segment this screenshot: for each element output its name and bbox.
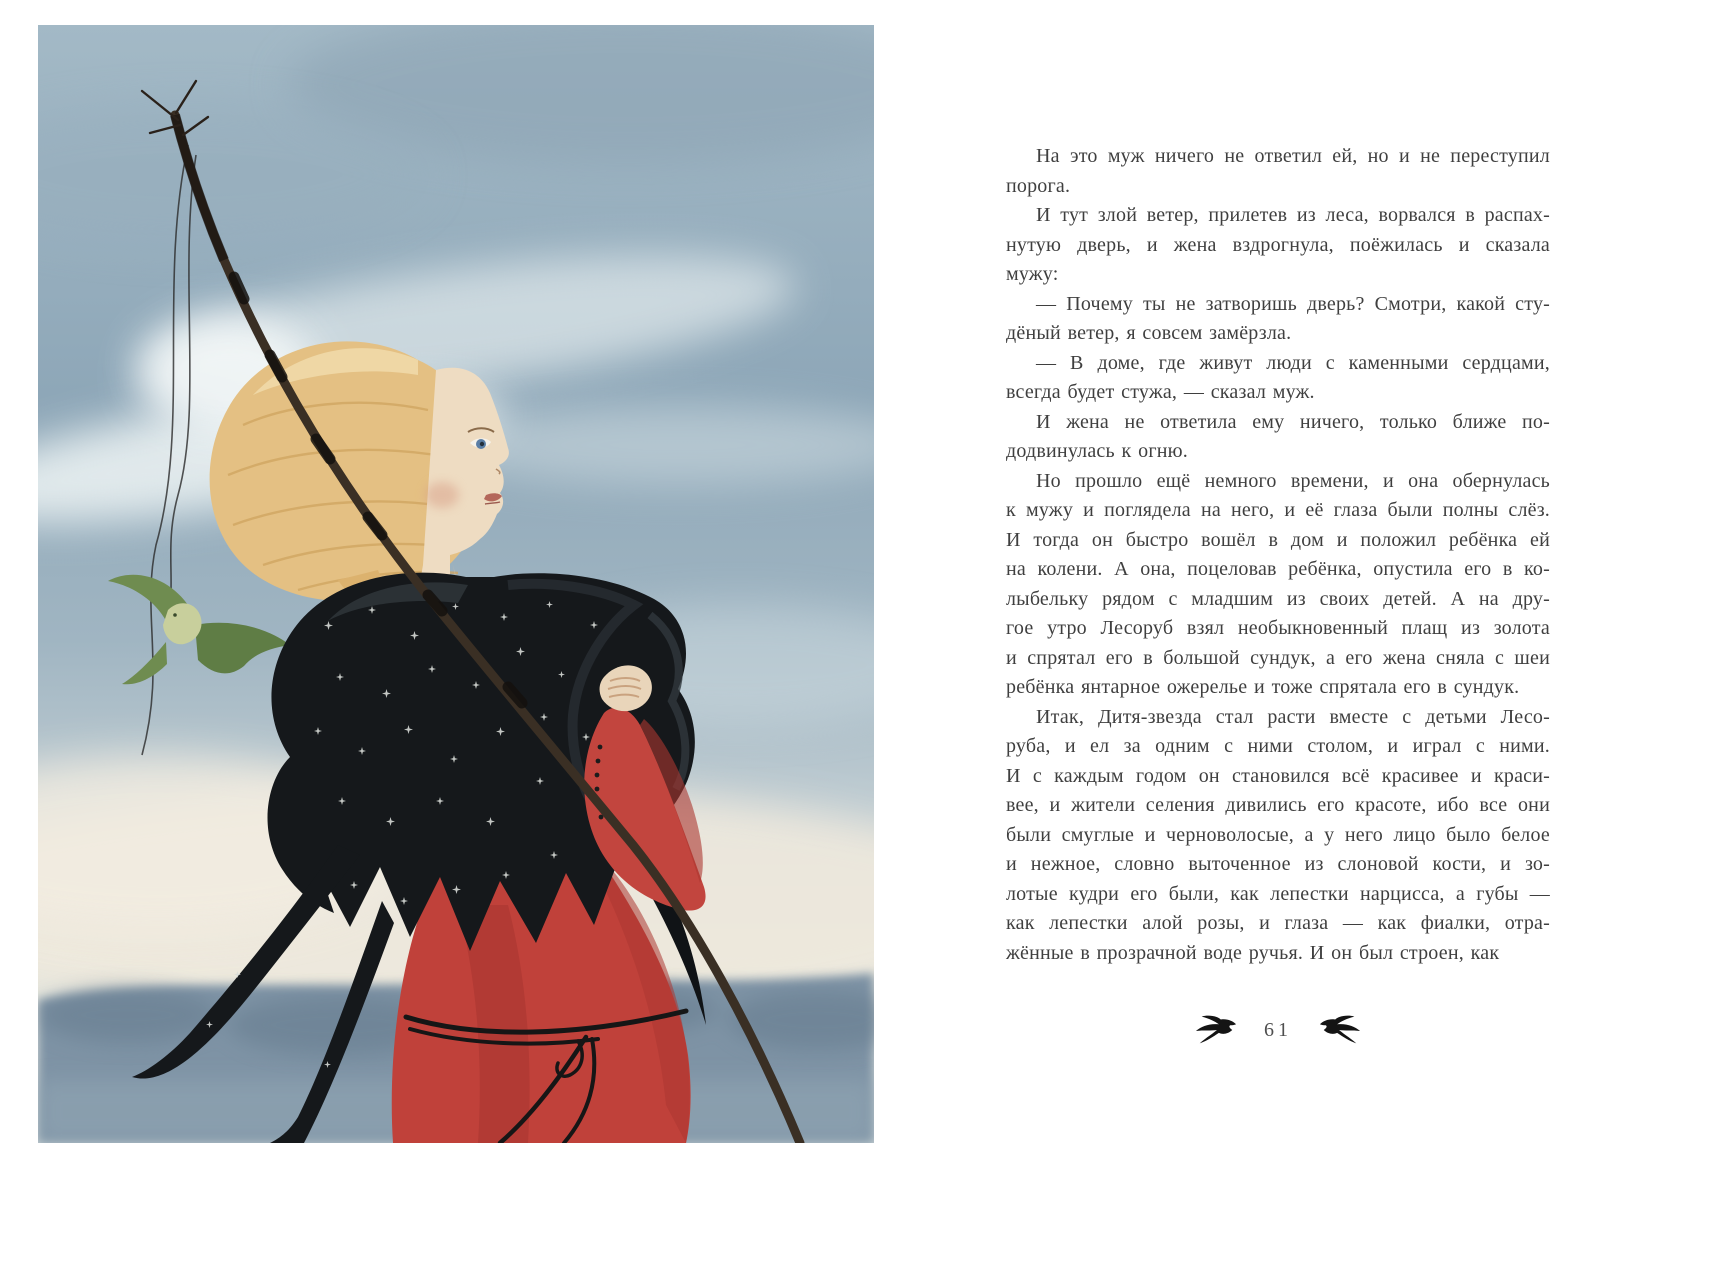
text-line: мужу: (1006, 263, 1059, 285)
swallow-flying-left-icon (1318, 1014, 1362, 1046)
text-line: И с каждым годом он становился всё красивее и краси- (1006, 764, 1550, 787)
text-line: и спрятал его в большой сундук, а его жена сняла с шеи (1006, 646, 1550, 669)
text-line: к мужу и поглядела на него, и её глаза были полны слёз. (1006, 499, 1550, 521)
text-line: — В доме, где живут люди с каменными сердцами, (1036, 351, 1550, 374)
swallow-flying-right-icon (1194, 1014, 1238, 1046)
text-line: И тогда он быстро вошёл в дом и положил ребёнка ей (1006, 528, 1550, 551)
text-line: как лепестки алой розы, и глаза — как фиалки, отра- (1006, 912, 1550, 934)
text-line: лыбельку рядом с младшим из своих детей. А на дру- (1006, 587, 1550, 610)
page-number: 61 (1264, 1019, 1292, 1041)
text-line: ребёнка янтарное ожерелье и тоже спрятала его в сундук. (1006, 676, 1520, 698)
illustration-canvas (38, 25, 874, 1143)
text-line: Но прошло ещё немного времени, и она обернулась (1036, 469, 1550, 492)
text-line: На это муж ничего не ответил ей, но и не переступил (1036, 145, 1550, 167)
text-line: додвинулась к огню. (1006, 440, 1188, 462)
text-line: лотые кудри его были, как лепестки нарцисса, а губы — (1006, 882, 1550, 905)
text-line: Итак, Дитя-звезда стал расти вместе с детьми Лесо- (1036, 705, 1550, 728)
text-line: вее, и жители селения дивились его красоте, ибо все они (1006, 794, 1550, 816)
text-line: были смуглые и черноволосые, а у него лицо было белое (1006, 823, 1550, 846)
text-line: И тут злой ветер, прилетев из леса, ворвался в распах- (1036, 204, 1550, 226)
text-line: порога. (1006, 174, 1071, 197)
text-line: жённые в прозрачной воде ручья. И он был строен, как (1006, 941, 1500, 964)
text-line: нутую дверь, и жена вздрогнула, поёжилась и сказала (1006, 233, 1550, 256)
text-line: дёный ветер, я совсем замёрзла. (1006, 322, 1292, 344)
text-line: на колени. А она, поцеловав ребёнка, опустила его в ко- (1006, 558, 1550, 580)
text-column (1006, 142, 1550, 968)
text-line: и нежное, словно выточенное из слоновой кости, и зо- (1006, 853, 1550, 875)
text-line: гое утро Лесоруб взял необыкновенный плащ из золота (1006, 617, 1550, 639)
text-line: всегда будет стужа, — сказал муж. (1006, 381, 1315, 403)
page-footer (1006, 1014, 1550, 1046)
text-line: руба, и ел за одним с ними столом, и играл с ними. (1006, 735, 1550, 757)
text-line: — Почему ты не затворишь дверь? Смотри, какой сту- (1036, 292, 1550, 315)
illustration-image (38, 25, 874, 1143)
text-line: И жена не ответила ему ничего, только ближе по- (1036, 410, 1550, 433)
